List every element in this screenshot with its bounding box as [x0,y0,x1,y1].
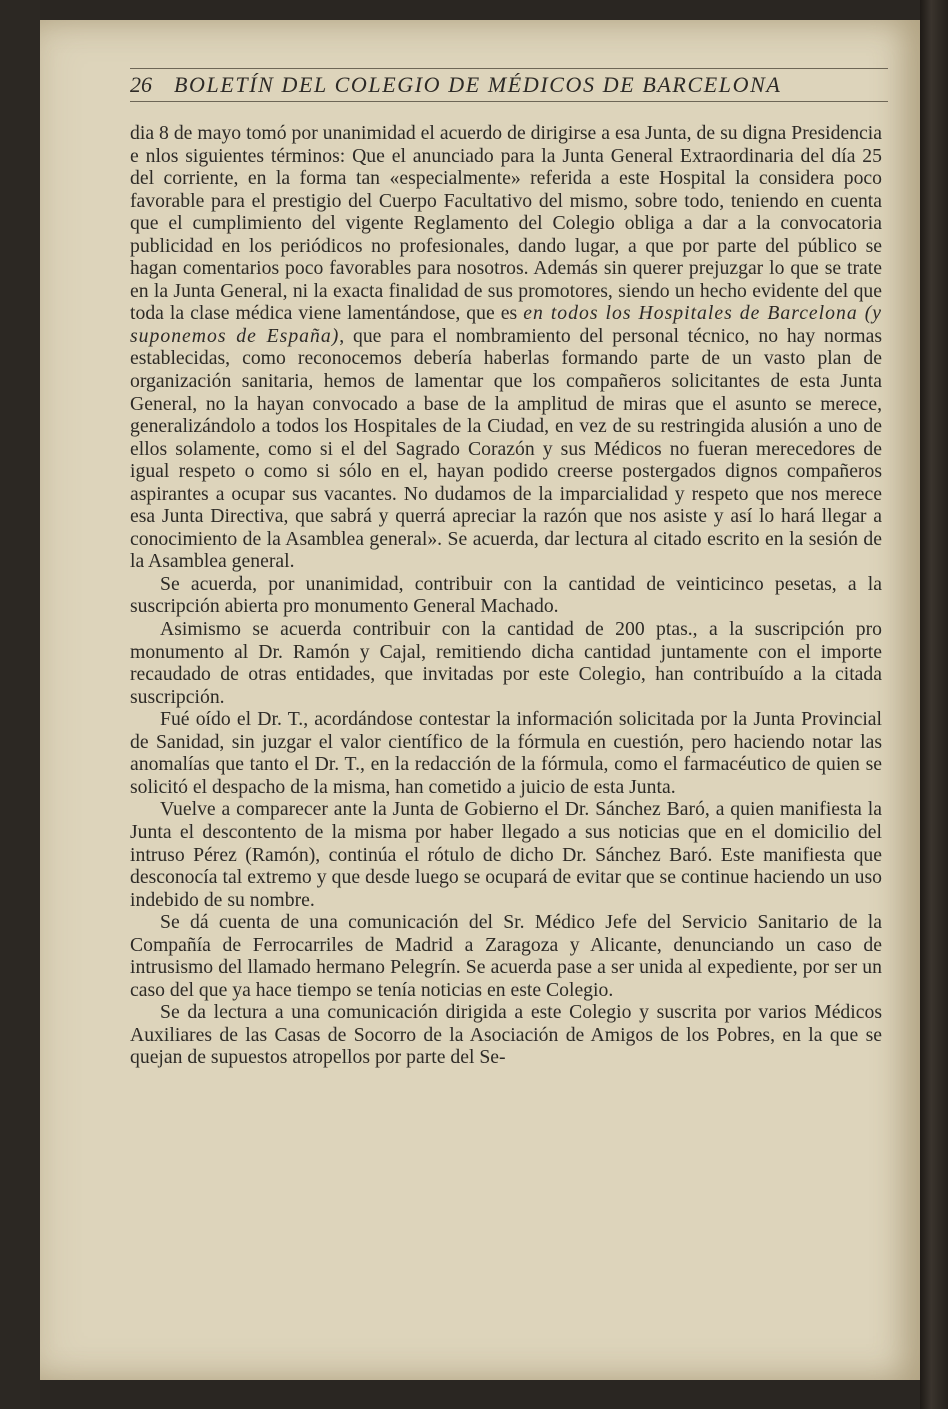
paragraph-1-italic: en todos los Hospitales de Barcelona (y suponemos de España) [130,302,883,347]
paragraph-5: Vuelve a comparecer ante la Junta de Gobierno el Dr. Sánchez Baró, a quien manifiesta la Junta el descontento de la misma por haber llegado a sus noticias que en el domicilio del intruso Pérez (Ramón), continúa el rótulo de dicho Dr. Sánchez Baró. Este manifiesta que desconocía tal extremo y que desde luego se ocupará de evitar que se continue haciendo un uso indebido de su nombre. [130,798,882,911]
paragraph-1-text-a: dia 8 de mayo tomó por unanimidad el acuerdo de dirigirse a esa Junta, de su digna Presidencia e nlos siguientes términos: Que el anunciado para la Junta General Extraordinaria del día 25 del corriente, en la forma tan «especialmente» referida a este Hospital la considera poco favorable para el prestigio del Cuerpo Facultativo del mismo, sobre todo, teniendo en cuenta que el cumplimiento del vigente Reglamento del Colegio obliga a dar a la convocatoria publicidad en los periódicos no profesionales, dando lugar, a que por parte del público se hagan comentarios poco favorables para nosotros. Además sin querer prejuzgar lo que se trate en la Junta General, ni la exacta finalidad de sus promotores, siendo un hecho evidente del que toda la clase médica viene lamentándose, que es [130,122,882,325]
paragraph-1-text-b: , que para el nombramiento del personal técnico, no hay normas establecidas, como reconocemos debería haberlas formando parte de un vasto plan de organización sanitaria, hemos de lamentar que los compañeros solicitantes de esta Junta General, no la hayan convocado a base de la amplitud de miras que el asunto se merece, generalizándolo a todos los Hospitales de la Ciudad, en vez de su restringida alusión a uno de ellos solamente, como si el del Sagrado Corazón y sus Médicos no fueran merecedores de igual respeto o como si sólo en el, hayan podido creerse postergados dignos compañeros aspirantes a ocupar sus vacantes. No dudamos de la imparcialidad y respeto que nos merece esa Junta Directiva, que sabrá y querrá apreciar la razón que nos asiste y así lo hará llegar a conocimiento de la Asamblea general». Se acuerda, dar lectura al citado escrito en la sesión de la Asamblea general. [130,324,882,573]
paragraph-3: Asimismo se acuerda contribuir con la cantidad de 200 ptas., a la suscripción pro monumento al Dr. Ramón y Cajal, remitiendo dicha cantidad juntamente con el importe recaudado de otras entidades, que invitadas por este Colegio, han contribuído a la citada suscripción. [130,618,882,708]
running-head: BOLETÍN DEL COLEGIO DE MÉDICOS DE BARCELONA [174,72,782,97]
page-number: 26 [130,72,152,97]
page-header [130,68,888,102]
paragraph-6: Se dá cuenta de una comunicación del Sr. Médico Jefe del Servicio Sanitario de la Compañía de Ferrocarriles de Madrid a Zaragoza y Alicante, denunciando un caso de intrusismo del llamado hermano Pelegrín. Se acuerda pase a ser unida al expediente, por ser un caso del que ya hace tiempo se tenía noticias en este Colegio. [130,911,882,1001]
paragraph-2: Se acuerda, por unanimidad, contribuir con la cantidad de veinticinco pesetas, a la suscripción abierta pro monumento General Machado. [130,572,882,618]
paragraph-7: Se da lectura a una comunicación dirigida a este Colegio y suscrita por varios Médicos Auxiliares de las Casas de Socorro de la Asociación de Amigos de los Pobres, en la que se quejan de supuestos atropellos por parte del Se- [130,1001,882,1069]
paragraph-1 [130,122,882,573]
article-body [130,122,882,1069]
paragraph-4: Fué oído el Dr. T., acordándose contestar la información solicitada por la Junta Provincial de Sanidad, sin juzgar el valor científico de la fórmula en cuestión, pero haciendo notar las anomalías que tanto el Dr. T., en la redacción de la fórmula, como el farmacéutico de quien se solicitó el despacho de la misma, han cometido a juicio de esta Junta. [130,708,882,798]
scan-left-margin [0,0,40,1409]
book-spine [920,0,948,1409]
